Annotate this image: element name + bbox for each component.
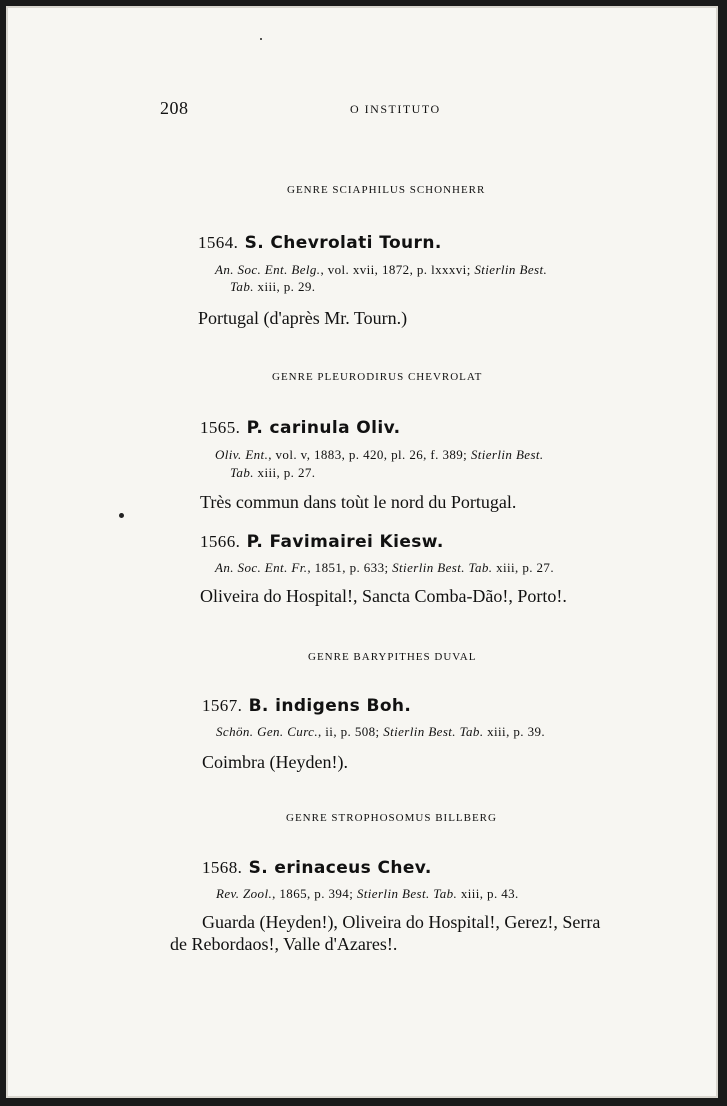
ref-details: , vol. v, 1883, p. 420, pl. 26, f. 389; xyxy=(268,447,471,462)
locality-text: Oliveira do Hospital!, Sancta Comba-Dão!, Porto!. xyxy=(200,586,567,606)
ref-details: , vol. xvii, 1872, p. lxxxvi; xyxy=(320,262,475,277)
ref-details: , 1851, p. 633; xyxy=(307,560,393,575)
ref-details: , 1865, p. 394; xyxy=(272,886,357,901)
reference-line xyxy=(216,724,545,740)
genre-heading: GENRE STROPHOSOMUS BILLBERG xyxy=(286,812,497,824)
scan-speck xyxy=(119,513,124,518)
reference-line xyxy=(216,886,519,902)
reference-line xyxy=(215,262,547,278)
locality-text: Portugal (d'après Mr. Tourn.) xyxy=(198,308,408,328)
species-name: B. indigens Boh. xyxy=(248,696,412,716)
species-name: P. carinula Oliv. xyxy=(246,418,401,438)
document-page xyxy=(6,6,718,1098)
ref-details-2: xiii, p. 27. xyxy=(492,560,554,575)
ref-details-2: xiii, p. 39. xyxy=(483,724,546,739)
ref-source: Schön. Gen. Curc. xyxy=(216,724,318,739)
ref-source: Rev. Zool. xyxy=(216,886,273,901)
species-heading xyxy=(202,858,432,878)
ref-details: xiii, p. 29. xyxy=(253,279,316,294)
page-number: 208 xyxy=(160,98,189,118)
species-heading xyxy=(200,418,401,438)
species-number: 1566. xyxy=(200,532,241,551)
ref-source-2: Stierlin Best. Tab. xyxy=(383,724,484,739)
ref-details: xiii, p. 27. xyxy=(253,465,316,480)
species-number: 1564. xyxy=(198,233,239,252)
species-heading xyxy=(198,233,442,253)
ref-source: Oliv. Ent. xyxy=(215,447,269,462)
locality-text: Très commun dans toùt le nord du Portugal. xyxy=(200,492,517,512)
reference-line xyxy=(230,279,315,295)
reference-line xyxy=(215,447,544,463)
scan-speck xyxy=(260,38,262,40)
ref-source: Tab. xyxy=(230,465,254,480)
species-name: S. Chevrolati Tourn. xyxy=(244,233,442,253)
species-heading xyxy=(200,532,444,552)
ref-source-2: Stierlin Best. Tab. xyxy=(356,886,458,901)
reference-line xyxy=(230,465,315,481)
species-number: 1565. xyxy=(200,418,241,437)
locality-text: Guarda (Heyden!), Oliveira do Hospital!, Gerez!, Serra xyxy=(202,912,601,932)
species-name: P. Favimairei Kiesw. xyxy=(246,532,444,552)
locality-text-continued: de Rebordaos!, Valle d'Azares!. xyxy=(170,934,398,954)
genre-heading: GENRE BARYPITHES DUVAL xyxy=(308,651,477,663)
genre-heading: GENRE PLEURODIRUS CHEVROLAT xyxy=(272,371,483,383)
ref-details: , ii, p. 508; xyxy=(318,724,384,739)
ref-source: An. Soc. Ent. Fr. xyxy=(215,560,308,575)
ref-source: An. Soc. Ent. Belg. xyxy=(215,262,321,277)
running-header-title: O INSTITUTO xyxy=(350,102,441,116)
ref-source-2: Stierlin Best. Tab. xyxy=(392,560,493,575)
genre-heading: GENRE SCIAPHILUS SCHONHERR xyxy=(287,184,486,196)
ref-source-2: Stierlin Best. xyxy=(470,447,544,462)
species-number: 1568. xyxy=(202,858,243,877)
species-number: 1567. xyxy=(202,696,243,715)
ref-source-2: Stierlin Best. xyxy=(474,262,548,277)
reference-line xyxy=(215,560,554,576)
locality-text: Coimbra (Heyden!). xyxy=(202,752,348,772)
ref-source: Tab. xyxy=(230,279,254,294)
species-heading xyxy=(202,696,411,716)
species-name: S. erinaceus Chev. xyxy=(248,858,432,878)
ref-details-2: xiii, p. 43. xyxy=(457,886,519,901)
